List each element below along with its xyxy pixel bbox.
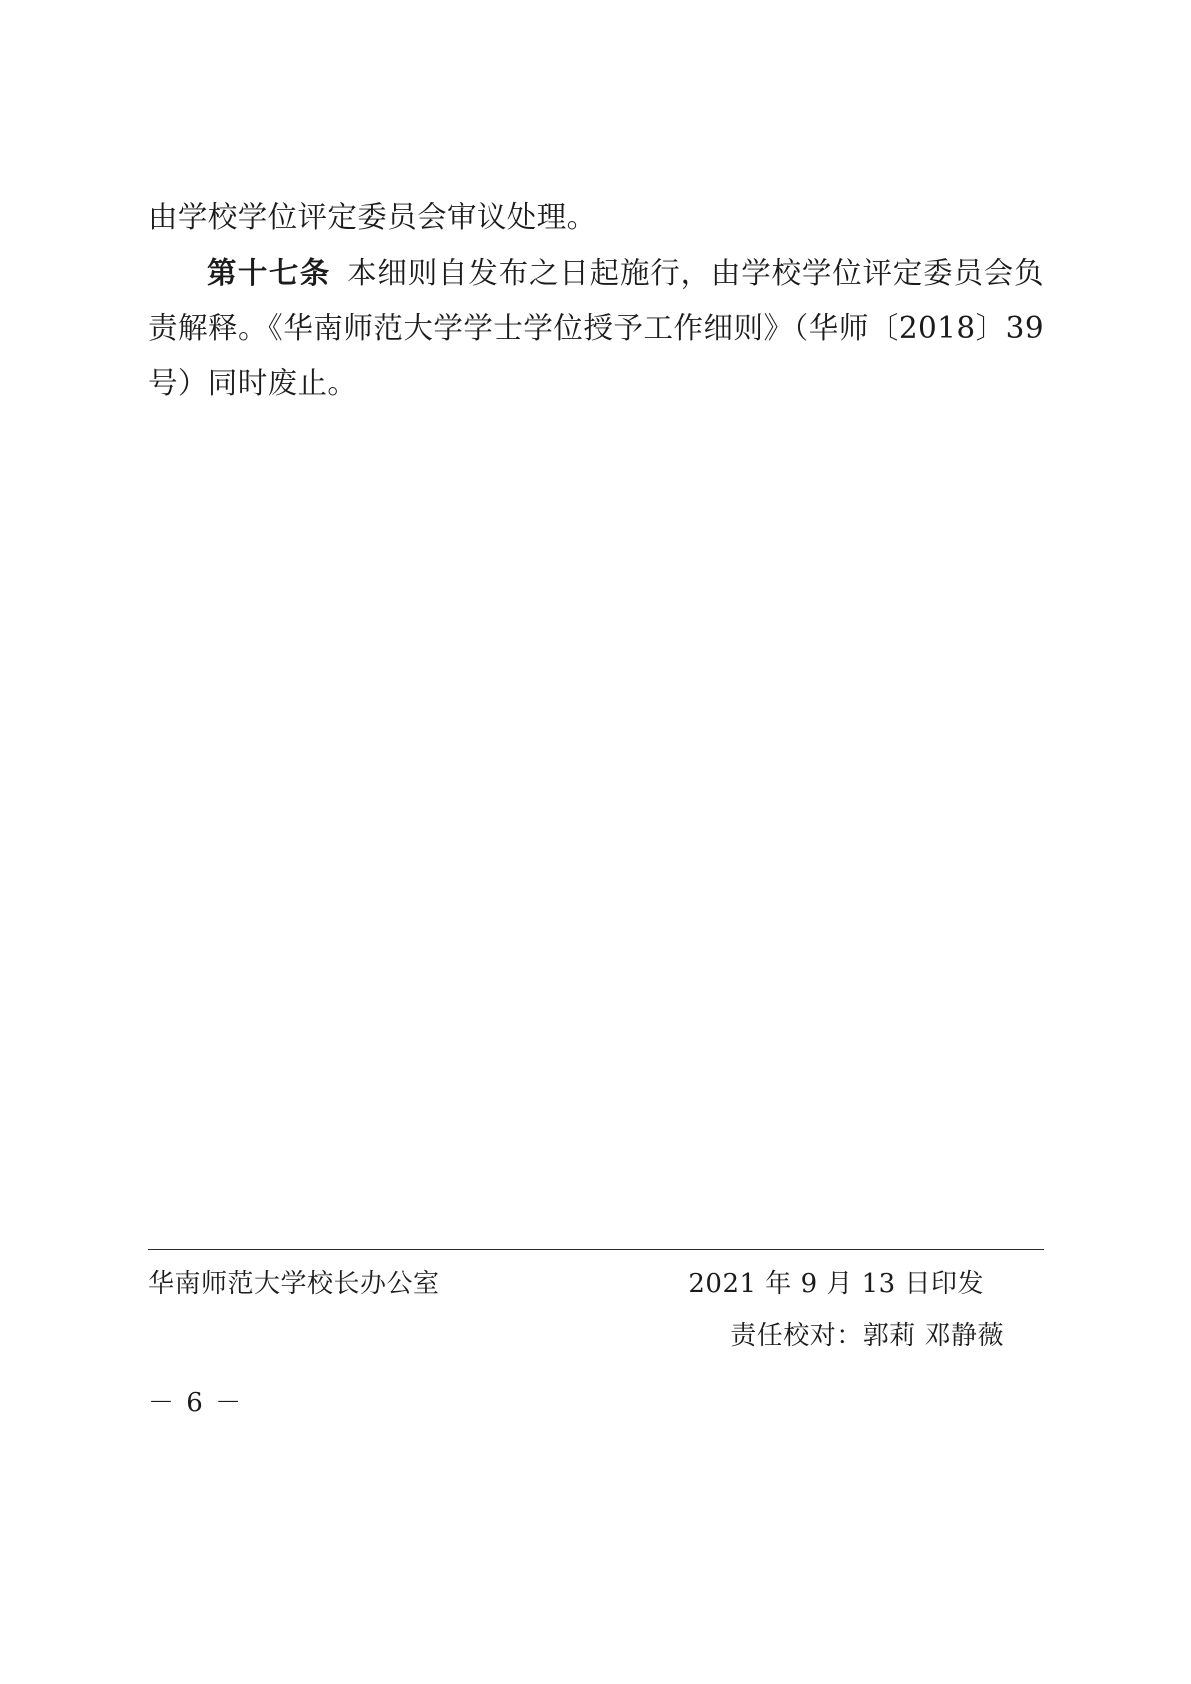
paragraph-article-17 [148, 245, 1044, 411]
page-number: － 6 － [148, 1388, 244, 1418]
footer-issuer: 华南师范大学校长办公室 [148, 1269, 440, 1299]
footer-proofreader-label: 责任校对： [730, 1321, 863, 1351]
footer-issue-date: 2021 年 9 月 13 日印发 [688, 1269, 984, 1299]
paragraph-text: 本细则自发布之日起施行，由学校学位评定委员会负责解释。《华南师范大学学士学位授予工作细则》（华师〔2018〕39 号）同时废止。 [148, 256, 1044, 400]
document-body [148, 190, 1044, 411]
footer-proofreader [148, 1316, 1044, 1356]
footer-proofreader-names: 郭莉 邓静薇 [862, 1321, 1004, 1351]
page-footer [148, 1249, 1044, 1356]
paragraph-text: 由学校学位评定委员会审议处理。 [148, 200, 597, 234]
paragraph-continuation [148, 190, 1044, 245]
article-label: 第十七条 [207, 255, 331, 290]
footer-main-row [148, 1264, 1044, 1304]
footer-divider [148, 1249, 1044, 1250]
